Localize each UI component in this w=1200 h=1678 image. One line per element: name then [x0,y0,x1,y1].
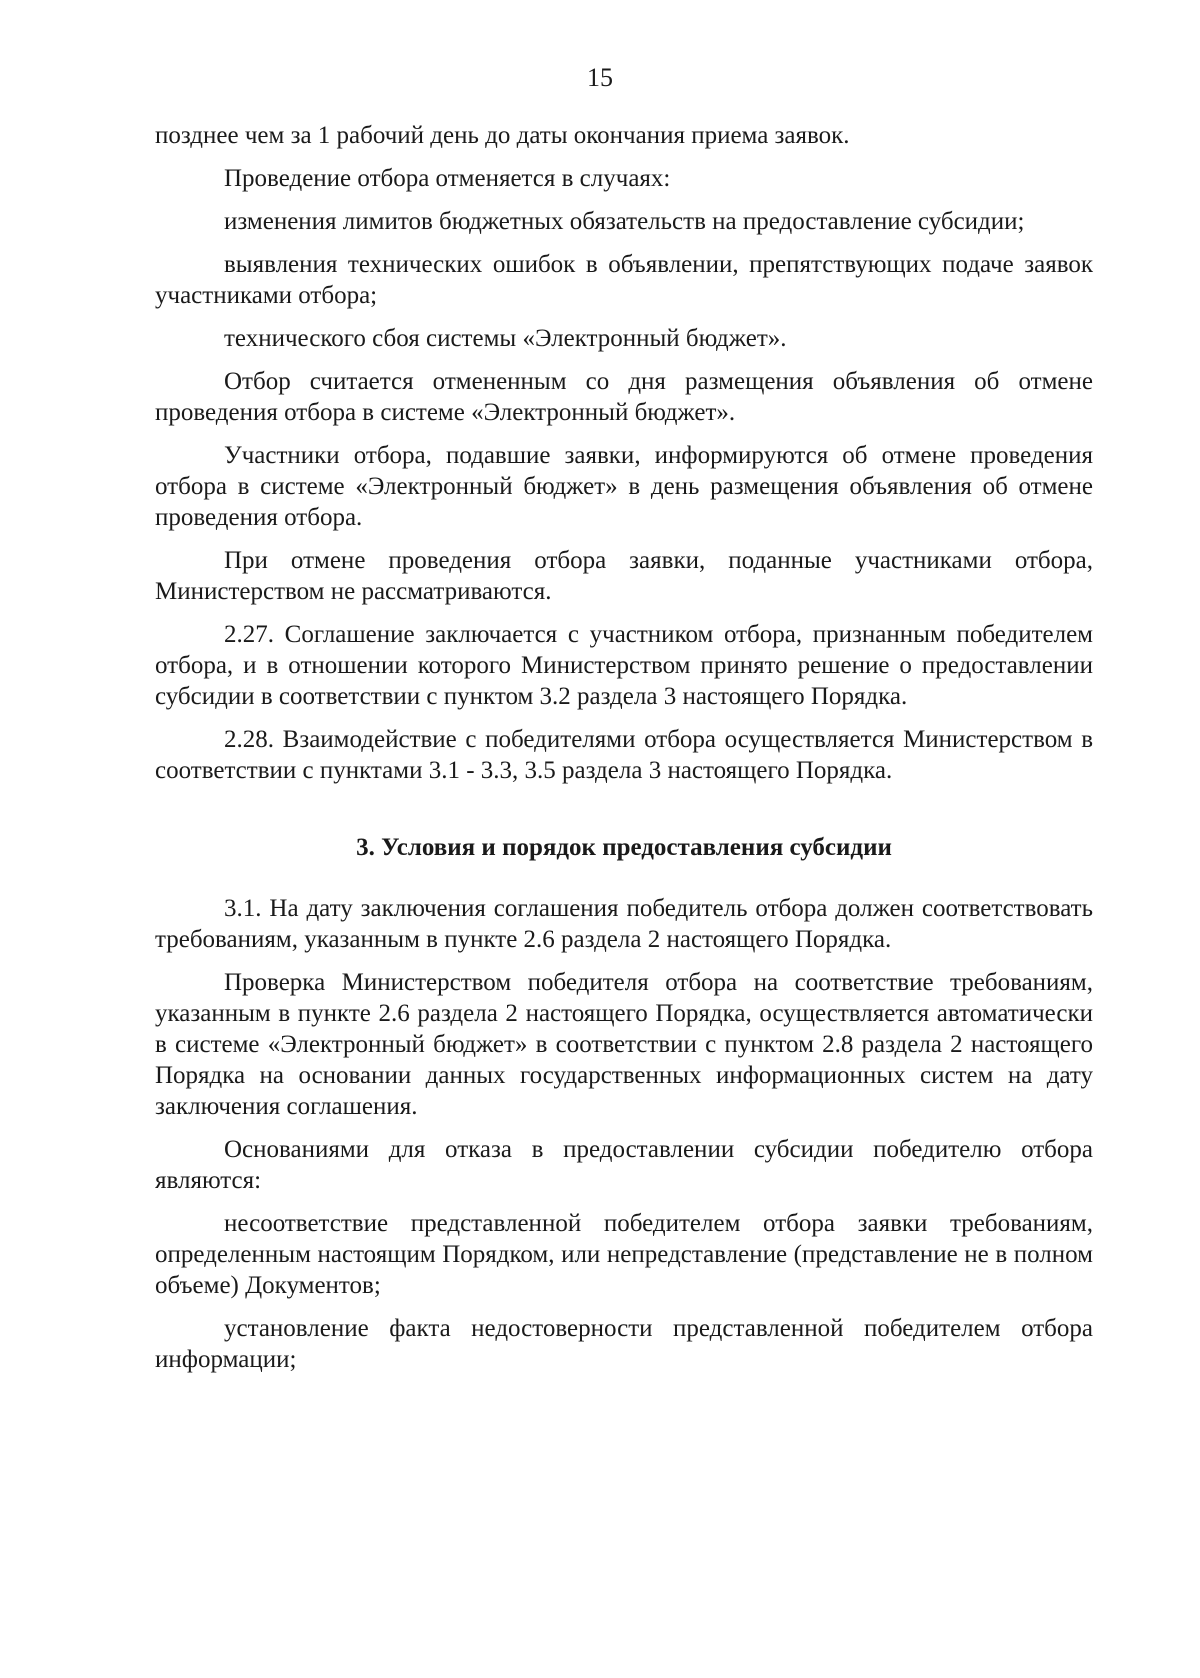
section-heading: 3. Условия и порядок предоставления субсидии [356,834,892,861]
list-item-limits-change: изменения лимитов бюджетных обязательств на предоставление субсидии; [224,208,1025,235]
list-item-unreliable-info: установление факта недостоверности представленной победителем отбора информации; [155,1315,1093,1373]
document-body [155,120,1093,1375]
list-item-nonconformity: несоответствие представленной победителем отбора заявки требованиям, определенным настоящим Порядком, или непредставление (представление не в полном объеме) Документов; [155,1210,1093,1299]
paragraph-applications-not-considered: При отмене проведения отбора заявки, поданные участниками отбора, Министерством не рассматриваются. [155,547,1093,605]
paragraph-continuation: позднее чем за 1 рабочий день до даты окончания приема заявок. [155,122,850,149]
list-item-system-failure: технического сбоя системы «Электронный бюджет». [224,325,787,352]
paragraph-participants-informed: Участники отбора, подавшие заявки, информируются об отмене проведения отбора в системе «Электронный бюджет» в день размещения объявления об отмене проведения отбора. [155,442,1093,531]
page-number: 15 [587,63,613,92]
clause-3-1: 3.1. На дату заключения соглашения победитель отбора должен соответствовать требованиям, указанным в пункте 2.6 раздела 2 настоящего Порядка. [155,895,1093,953]
list-item-technical-errors: выявления технических ошибок в объявлении, препятствующих подаче заявок участниками отбора; [155,251,1093,309]
clause-2-27: 2.27. Соглашение заключается с участником отбора, признанным победителем отбора, и в отношении которого Министерством принято решение о предоставлении субсидии в соответствии с пунктом 3.2 раздела 3 настоящего Порядка. [155,621,1093,710]
clause-2-28: 2.28. Взаимодействие с победителями отбора осуществляется Министерством в соответствии с пунктами 3.1 - 3.3, 3.5 раздела 3 настоящего Порядка. [155,726,1093,784]
paragraph-verification: Проверка Министерством победителя отбора на соответствие требованиям, указанным в пункте 2.6 раздела 2 настоящего Порядка, осуществляется автоматически в системе «Электронный бюджет» в соответствии с пунктом 2.8 раздела 2 настоящего Порядка на основании данных государственных информационных систем на дату заключения соглашения. [155,969,1093,1120]
paragraph-selection-cancelled: Отбор считается отмененным со дня размещения объявления об отмене проведения отбора в системе «Электронный бюджет». [155,368,1093,426]
paragraph-refusal-grounds: Основаниями для отказа в предоставлении субсидии победителю отбора являются: [155,1136,1093,1194]
paragraph-cancellation-cases: Проведение отбора отменяется в случаях: [224,165,671,192]
